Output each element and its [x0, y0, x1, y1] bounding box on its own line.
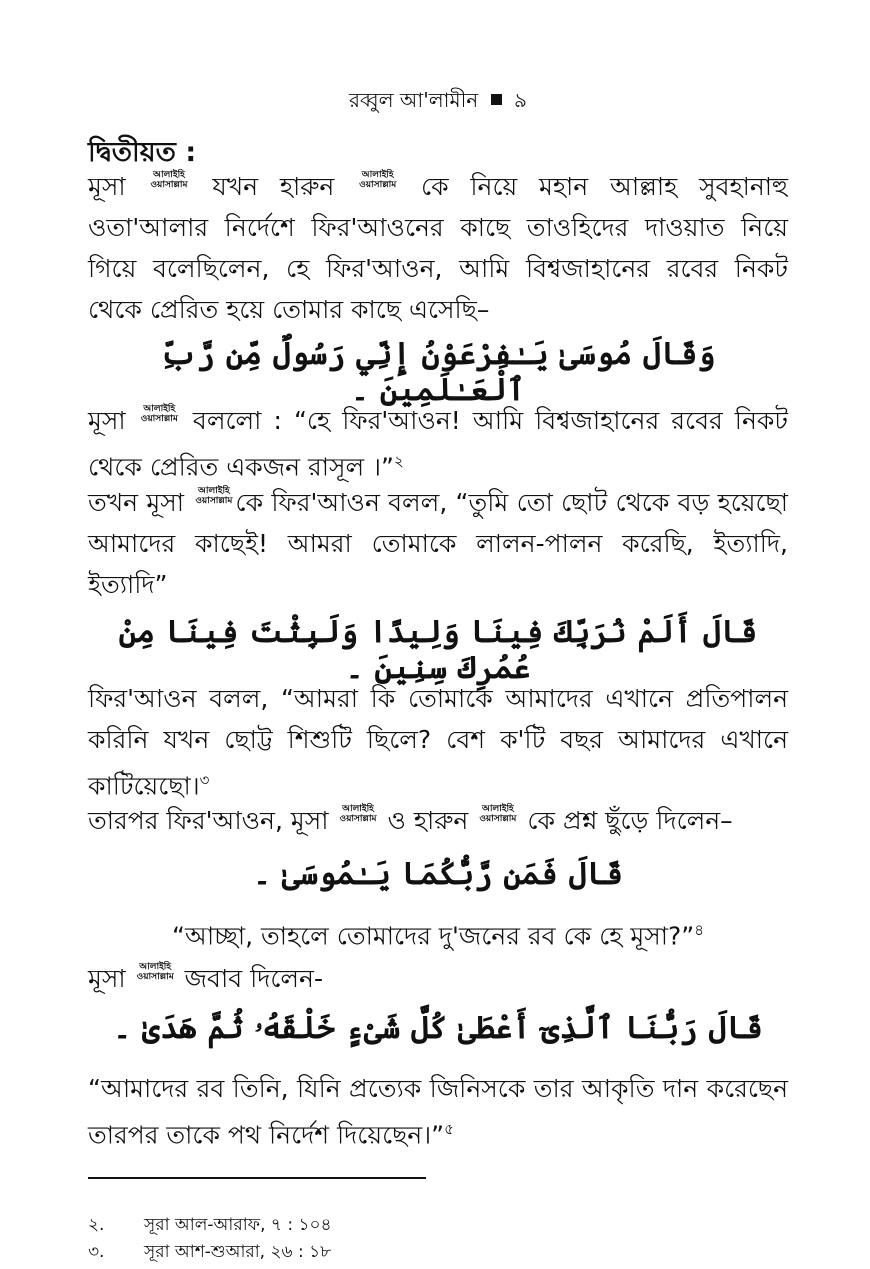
- honorific-mark: আলাইহি ওয়াসাল্লাম: [150, 170, 188, 190]
- honorific-mark: আলাইহি ওয়াসাল্লাম: [479, 804, 517, 824]
- footnote-number: ৩.: [88, 1242, 105, 1262]
- footnote-item: [88, 1212, 332, 1239]
- text-run: মূসা: [88, 172, 126, 201]
- arabic-verse-4: قَالَ رَبُّنَا ٱلَّذِىٓ أَعْطَىٰ كُلَّ شَىْءٍ خَلْقَهُۥ ثُمَّ هَدَىٰ ۔: [113, 1010, 763, 1046]
- page-number: ৯: [513, 88, 527, 112]
- running-header: [88, 86, 788, 119]
- text-run: তারপর ফির'আওন, মূসা: [88, 806, 329, 835]
- paragraph-7: [88, 958, 788, 999]
- paragraph-6: [88, 910, 788, 956]
- section-heading: দ্বিতীয়ত :: [88, 137, 197, 168]
- footnote-text: সূরা আল-আরাফ, ৭ : ১০৪: [144, 1215, 332, 1235]
- text-run: জবাব দিলেন-: [184, 964, 323, 993]
- paragraph-8: [88, 1068, 788, 1155]
- text-run: ফির'আওন বলল, “আমরা কি তোমাকে আমাদের এখানে প্রতিপালন করিনি যখন ছোট্ট শিশুটি ছিলে? বেশ ক'টি বছর আমাদের এখানে কাটিয়েছো।: [88, 684, 788, 801]
- text-run: মূসা: [88, 964, 126, 993]
- footnote-ref: ৪: [694, 921, 704, 939]
- footnote-ref: ২: [393, 452, 404, 470]
- honorific-mark: আলাইহি ওয়াসাল্লাম: [195, 486, 233, 506]
- arabic-verse-2: قَالَ أَلَمْ نُرَبِّكَ فِينَا وَلِيدًا وَلَبِثْتَ فِينَا مِنْ عُمُرِكَ سِنِينَ ۔: [118, 614, 758, 686]
- footnote-number: ২.: [88, 1215, 105, 1235]
- footnote-text: সূরা আশ-শুআরা, ২৬ : ১৮: [144, 1242, 332, 1262]
- footnote-ref: ৩: [199, 771, 210, 789]
- paragraph-4: [88, 678, 788, 806]
- paragraph-2: [88, 400, 788, 487]
- honorific-mark: আলাইহি ওয়াসাল্লাম: [140, 404, 178, 424]
- text-run: বললো : “হে ফির'আওন! আমি বিশ্বজাহানের রবের নিকট থেকে প্রেরিত একজন রাসূল ।”: [88, 406, 788, 482]
- text-run: “আচ্ছা, তাহলে তোমাদের দু'জনের রব কে হে মূসা?”: [172, 921, 695, 951]
- text-run: ও হারুন: [387, 806, 469, 835]
- text-run: কে প্রশ্ন ছুঁড়ে দিলেন–: [527, 806, 733, 835]
- paragraph-1: [88, 166, 788, 330]
- honorific-mark: আলাইহি ওয়াসাল্লাম: [339, 804, 377, 824]
- text-run: যখন হারুন: [212, 172, 335, 201]
- text-run: “আমাদের রব তিনি, যিনি প্রত্যেক জিনিসকে তার আকৃতি দান করেছেন তারপর তাকে পথ নির্দেশ দিয়েছেন।”: [88, 1074, 788, 1150]
- honorific-mark: আলাইহি ওয়াসাল্লাম: [359, 170, 397, 190]
- text-run: মূসা: [88, 406, 126, 435]
- book-page: [88, 0, 788, 1269]
- arabic-verse-1: وَقَالَ مُوسَىٰ يَـٰفِرْعَوْنُ إِنِّي رَسُولٌ مِّن رَّبِّ ٱلْعَـٰلَمِينَ ۔: [160, 336, 716, 408]
- square-bullet-icon: [491, 94, 502, 105]
- honorific-mark: আলাইহি ওয়াসাল্লাম: [136, 962, 174, 982]
- arabic-verse-3: قَالَ فَمَن رَّبُّكُمَا يَـٰمُوسَىٰ ۔: [252, 856, 624, 892]
- paragraph-5: [88, 800, 788, 841]
- footnote-divider: [88, 1177, 426, 1179]
- footnote-ref: ৫: [444, 1120, 454, 1138]
- header-title: রব্বুল আ'লামীন: [349, 88, 479, 112]
- text-run: কে নিয়ে মহান আল্লাহ সুবহানাহু ওতা'আলার নির্দেশে ফির'আওনের কাছে তাওহিদের দাওয়াত নিয়ে গিয়ে বলেছিলেন, হে ফির'আওন, আমি বিশ্বজাহানের রবের নিকট থেকে প্রেরিত হয়ে তোমার কাছে এসেছি–: [88, 172, 789, 324]
- text-run: তখন মূসা: [88, 488, 185, 517]
- footnotes: [88, 1212, 332, 1266]
- paragraph-3: [88, 482, 788, 605]
- text-run: কে ফির'আওন বলল, “তুমি তো ছোট থেকে বড় হয়েছো আমাদের কাছেই! আমরা তোমাকে লালন-পালন করেছি, ইত্যাদি, ইত্যাদি”: [88, 488, 788, 599]
- footnote-item: [88, 1239, 332, 1266]
